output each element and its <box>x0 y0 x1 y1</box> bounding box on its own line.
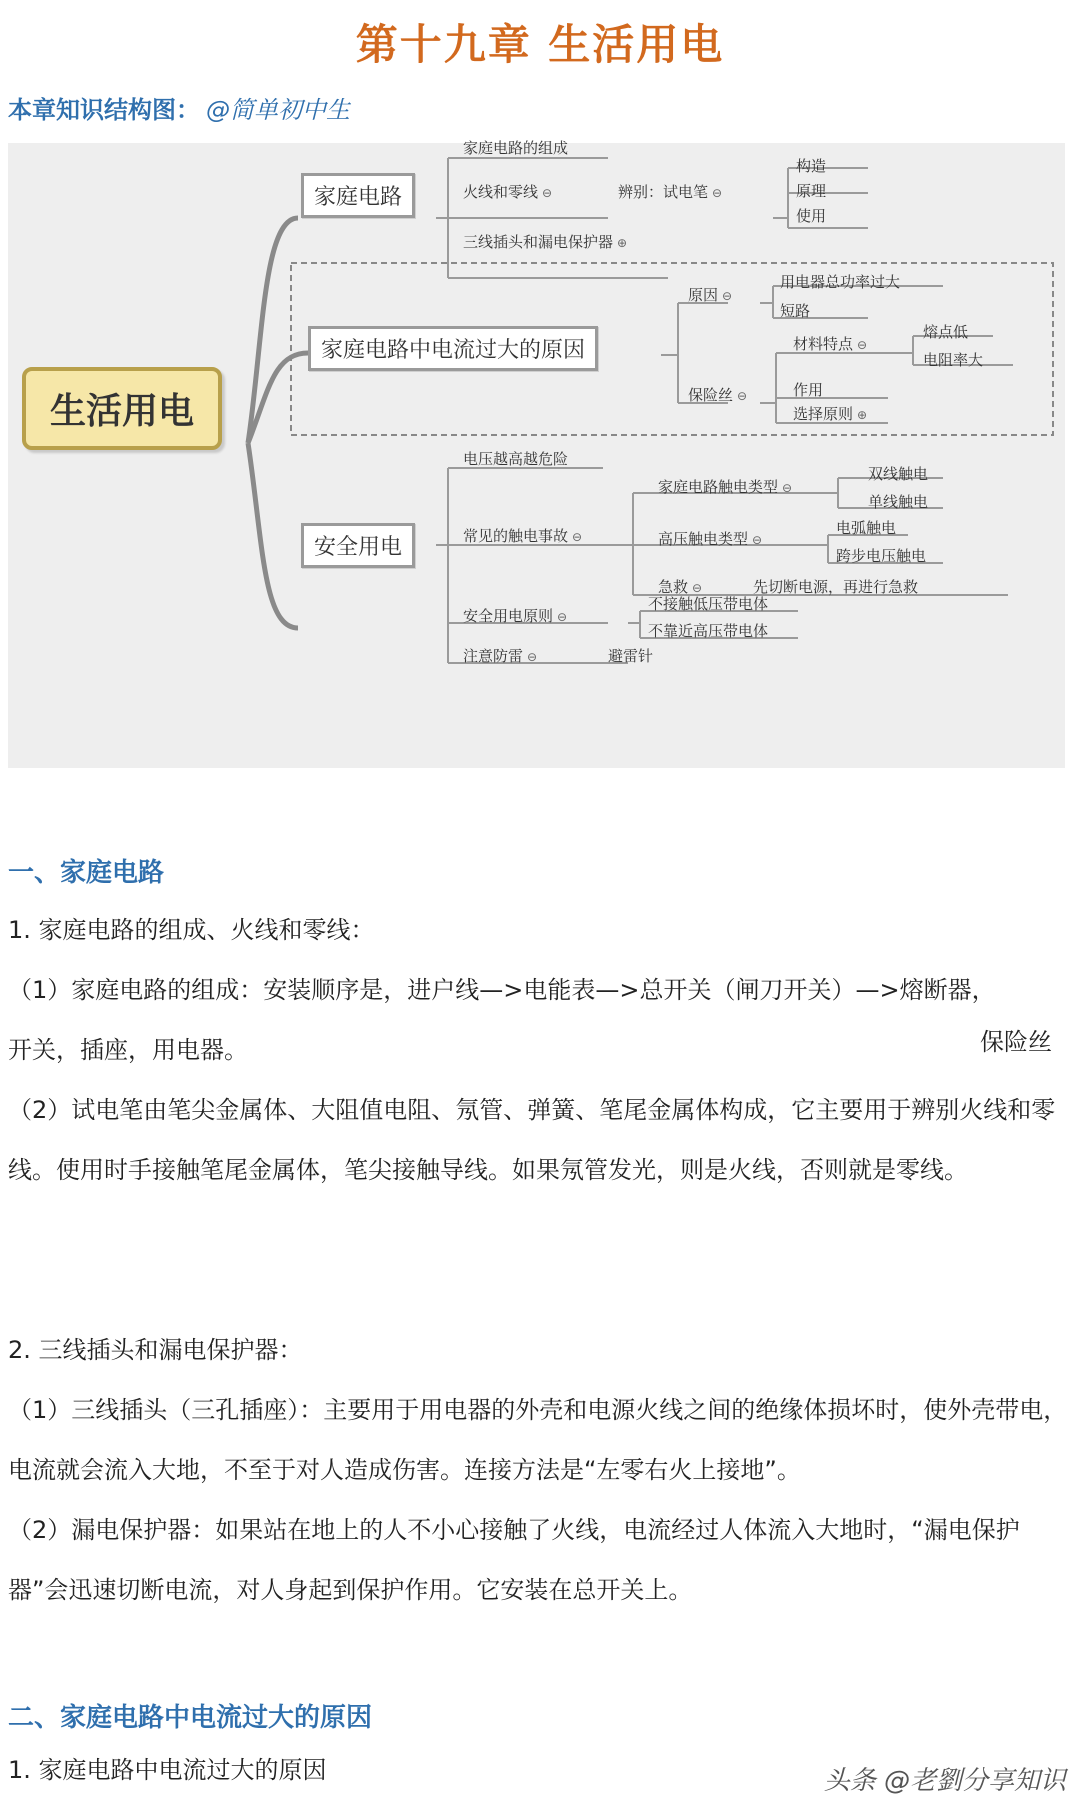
common-accidents <box>463 525 582 546</box>
p2-title: 2. 三线插头和漏电保护器： <box>8 1336 303 1364</box>
first-aid-detail: 先切断电源，再进行急救 <box>753 578 919 596</box>
circuit-trunk <box>436 158 448 278</box>
hv-shock-types <box>658 528 762 549</box>
collapse-icon: ⊖ <box>572 530 583 544</box>
collapse-icon: ⊖ <box>712 186 723 200</box>
collapse-icon: ⊖ <box>782 481 793 495</box>
structure-heading-label: 本章知识结构图： <box>8 96 200 124</box>
high-resistivity: 电阻率大 <box>923 351 984 369</box>
safety-principles <box>463 605 567 626</box>
branch-safety: 安全用电 <box>301 523 415 568</box>
safety-principles-label: 安全用电原则 <box>463 607 554 625</box>
step-voltage-shock: 跨步电压触电 <box>836 547 927 565</box>
cause-short-circuit: 短路 <box>780 302 811 320</box>
p1-a-line2: 开关，插座，用电器。 <box>8 1036 248 1064</box>
fuse-node <box>688 384 747 405</box>
overcurrent-cause <box>688 284 732 305</box>
page-title: 第十九章 生活用电 <box>355 20 725 69</box>
common-accidents-label: 常见的触电事故 <box>463 527 569 545</box>
fire-neutral-line <box>463 181 552 202</box>
s2-p1-title: 1. 家庭电路中电流过大的原因 <box>8 1756 327 1784</box>
p2-b: （2）漏电保护器：如果站在地上的人不小心接触了火线，电流经过人体流入大地时，“漏电保护器”会迅速切断电流，对人身起到保护作用。它安装在总开关上。 <box>8 1516 1020 1604</box>
principle-high-voltage: 不靠近高压带电体 <box>648 622 769 640</box>
collapse-icon: ⊖ <box>737 389 748 403</box>
collapse-icon: ⊖ <box>722 289 733 303</box>
section-heading-overcurrent: 二、家庭电路中电流过大的原因 <box>8 1703 373 1733</box>
collapse-icon: ⊖ <box>857 338 868 352</box>
fuse-selection <box>793 403 867 424</box>
hv-shock-types-label: 高压触电类型 <box>658 530 749 548</box>
fuse-selection-label: 选择原则 <box>793 405 854 423</box>
lightning-rod: 避雷针 <box>608 647 654 665</box>
fuse-function: 作用 <box>793 381 824 399</box>
section-heading-circuit: 一、家庭电路 <box>8 858 165 888</box>
lightning-protection-label: 注意防雷 <box>463 647 524 665</box>
circuit-composition: 家庭电路的组成 <box>463 139 569 157</box>
voltage-danger: 电压越高越危险 <box>463 450 569 468</box>
single-wire-shock: 单线触电 <box>868 493 929 511</box>
p2-a: （1）三线插头（三孔插座）：主要用于用电器的外壳和电源火线之间的绝缘体损坏时，使外壳带电，电流就会流入大地，不至于对人造成伤害。连接方法是“左零右火上接地”。 <box>8 1396 1068 1484</box>
root-to-safety-branch <box>248 443 298 628</box>
p1-title: 1. 家庭电路的组成、火线和零线： <box>8 916 375 944</box>
branch-overcurrent: 家庭电路中电流过大的原因 <box>308 326 598 371</box>
p1-a-line1: （1）家庭电路的组成：安装顺序是，进户线—>电能表—>总开关（闸刀开关）—>熔断器， <box>8 976 996 1004</box>
expand-icon: ⊕ <box>617 236 628 250</box>
principle-low-voltage: 不接触低压带电体 <box>648 595 769 613</box>
home-shock-types <box>658 476 792 497</box>
fuse-material-label: 材料特点 <box>793 335 854 353</box>
arc-shock: 电弧触电 <box>836 519 897 537</box>
branch-circuit: 家庭电路 <box>301 173 415 218</box>
tester-structure: 构造 <box>796 157 827 175</box>
expand-icon: ⊕ <box>857 408 868 422</box>
fuse-node-label: 保险丝 <box>688 386 734 404</box>
fire-neutral-label: 火线和零线 <box>463 183 539 201</box>
collapse-icon: ⊖ <box>692 581 703 595</box>
p1-b: （2）试电笔由笔尖金属体、大阻值电阻、氖管、弹簧、笔尾金属体构成，它主要用于辨别火线和零线。使用时手接触笔尾金属体，笔尖接触导线。如果氖管发光，则是火线，否则就是零线。 <box>8 1096 1056 1184</box>
mind-map-image <box>8 139 1065 768</box>
three-wire-plug-label: 三线插头和漏电保护器 <box>463 233 614 251</box>
collapse-icon: ⊖ <box>557 610 568 624</box>
three-wire-plug <box>463 231 627 252</box>
cause-overload: 用电器总功率过大 <box>780 273 901 291</box>
collapse-icon: ⊖ <box>752 533 763 547</box>
source-watermark: 头条 @老劉分享知识 <box>823 1766 1066 1796</box>
collapse-icon: ⊖ <box>542 186 553 200</box>
mind-map-root: 生活用电 <box>22 367 222 450</box>
fuse-annotation: 保险丝 <box>980 1028 1052 1056</box>
overcurrent-cause-label: 原因 <box>688 286 719 304</box>
two-wire-shock: 双线触电 <box>868 465 929 483</box>
fuse-material <box>793 333 867 354</box>
lightning-protection <box>463 645 537 666</box>
author-handle: @简单初中生 <box>206 96 350 124</box>
collapse-icon: ⊖ <box>527 650 538 664</box>
identify-tester <box>618 181 722 202</box>
identify-tester-label: 辨别：试电笔 <box>618 183 709 201</box>
tester-principle: 原理 <box>796 182 827 200</box>
home-shock-types-label: 家庭电路触电类型 <box>658 478 779 496</box>
structure-heading <box>8 90 350 125</box>
first-aid-label: 急救 <box>658 578 689 596</box>
tester-usage: 使用 <box>796 207 827 225</box>
low-melting-point: 熔点低 <box>923 323 969 341</box>
